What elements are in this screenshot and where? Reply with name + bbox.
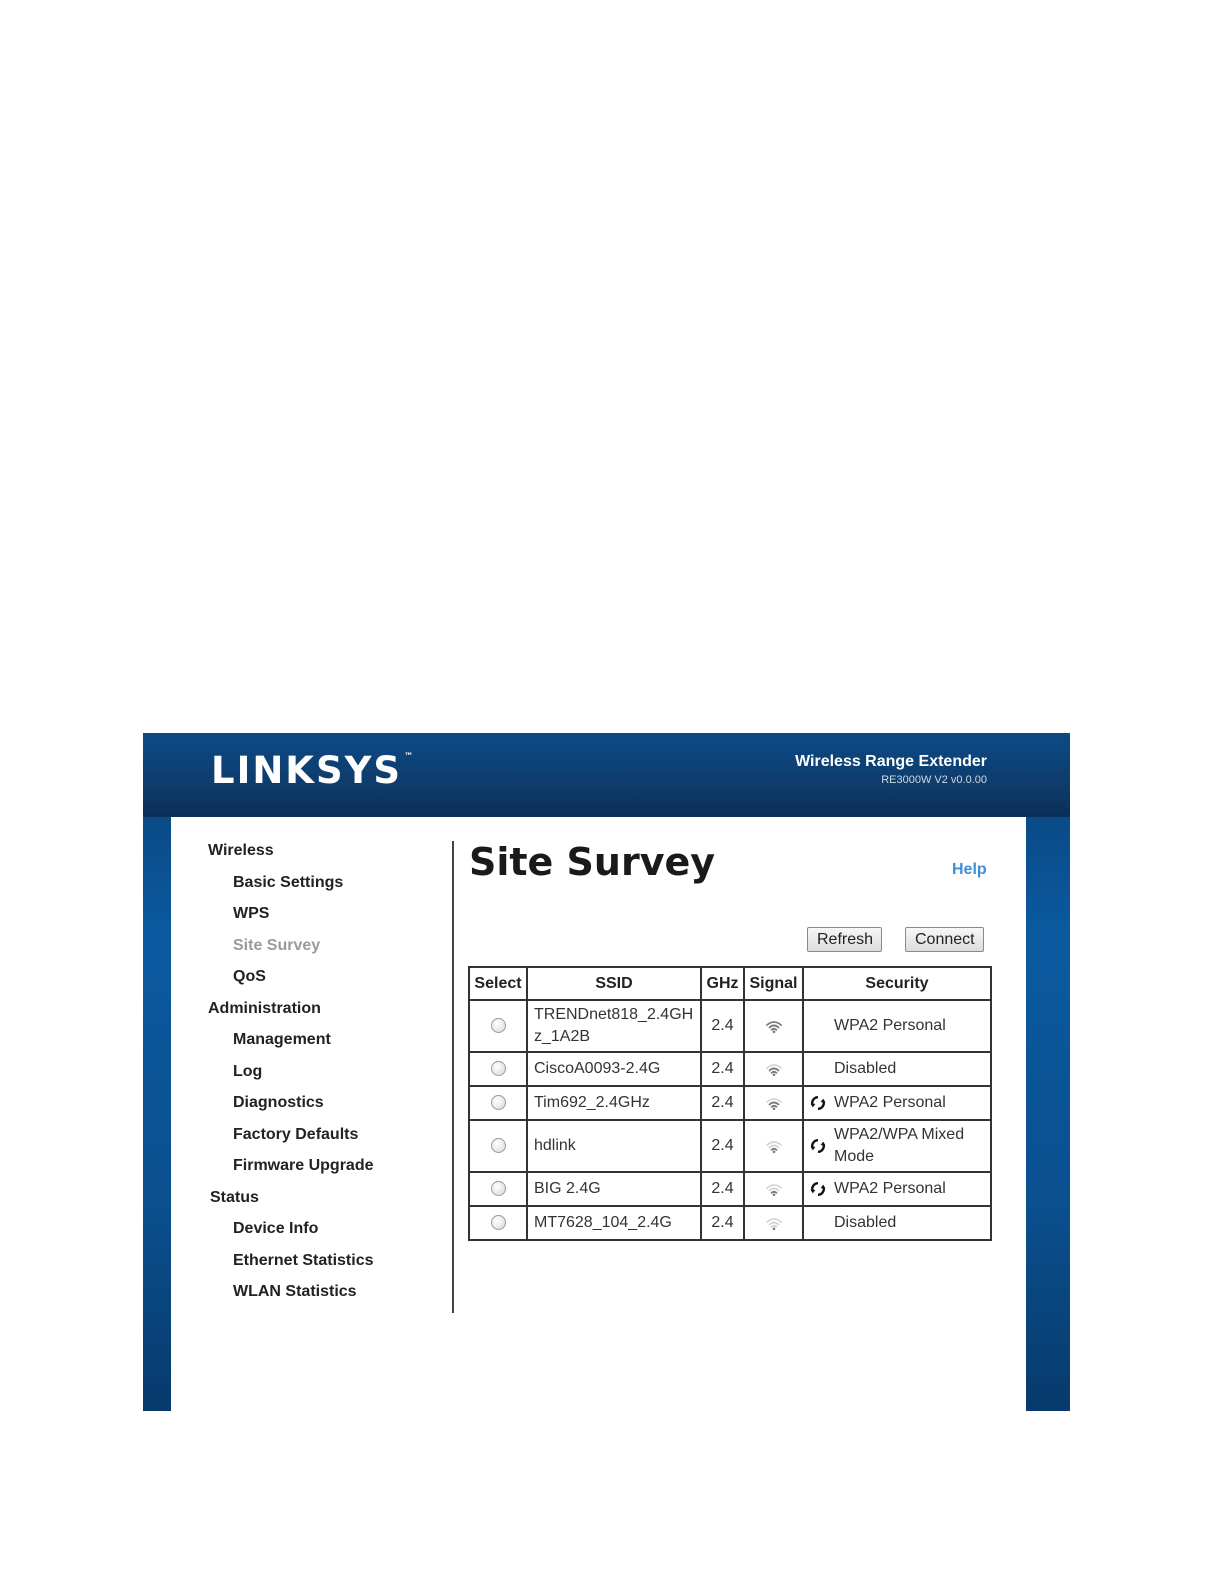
sidebar-item-management[interactable]: Management [233,1031,331,1048]
network-select-radio[interactable] [491,1181,506,1196]
help-link[interactable]: Help [952,861,987,878]
ghz-cell: 2.4 [701,1000,744,1052]
sidebar-item-wps[interactable]: WPS [233,905,270,922]
wifi-signal-icon [763,1137,785,1154]
product-title: Wireless Range Extender [795,753,987,770]
sidebar-item-diagnostics[interactable]: Diagnostics [233,1094,324,1111]
select-cell [469,1206,527,1240]
select-cell [469,1086,527,1120]
network-select-radio[interactable] [491,1215,506,1230]
sidebar-item-factory-defaults[interactable]: Factory Defaults [233,1125,359,1143]
signal-cell [744,1120,803,1172]
ghz-cell: 2.4 [701,1086,744,1120]
sidebar-group-administration: Administration [208,999,321,1017]
table-row[interactable] [469,1052,991,1086]
security-cell [803,1086,991,1120]
ghz-cell: 2.4 [701,1052,744,1086]
security-label: WPA2 Personal [834,1180,946,1197]
network-select-radio[interactable] [491,1018,506,1033]
ssid-cell: TRENDnet818_2.4GHz_1A2B [527,1000,701,1052]
wifi-signal-icon [763,1180,785,1197]
ghz-cell: 2.4 [701,1172,744,1206]
wps-icon [810,1215,834,1231]
sidebar-item-ethernet-statistics[interactable]: Ethernet Statistics [233,1251,374,1269]
wps-icon [810,1061,834,1077]
sidebar-item-firmware-upgrade[interactable]: Firmware Upgrade [233,1157,374,1174]
select-cell [469,1000,527,1052]
wps-icon [810,1018,834,1034]
sidebar-group-status: Status [210,1188,259,1206]
signal-cell [744,1052,803,1086]
table-row[interactable] [469,1206,991,1240]
connect-button[interactable]: Connect [905,927,984,952]
sidebar-item-basic-settings[interactable]: Basic Settings [233,873,344,891]
sidebar-item-qos[interactable]: QoS [233,968,266,985]
sidebar-nav [208,841,448,1314]
linksys-logo [211,749,413,792]
product-info [795,753,987,786]
security-label: Disabled [834,1060,897,1077]
sidebar-item-device-info[interactable]: Device Info [233,1220,319,1237]
sidebar-item-log[interactable]: Log [233,1062,263,1080]
network-select-radio[interactable] [491,1138,506,1153]
ssid-cell: hdlink [527,1120,701,1172]
sidebar-group-wireless: Wireless [208,842,274,859]
ssid-cell: Tim692_2.4GHz [527,1086,701,1120]
site-survey-table [468,966,992,1241]
brand-name: LINKSYS [211,749,403,792]
security-label: WPA2 Personal [834,1094,946,1111]
security-label: WPA2 Personal [834,1017,946,1034]
security-cell [803,1172,991,1206]
select-cell [469,1172,527,1206]
signal-cell [744,1172,803,1206]
page-header [143,733,1070,817]
router-admin-frame [143,733,1070,1411]
wifi-signal-icon [763,1214,785,1231]
signal-cell [744,1086,803,1120]
network-select-radio[interactable] [491,1061,506,1076]
table-row[interactable] [469,1120,991,1172]
security-cell [803,1000,991,1052]
header-security: Security [803,967,991,1000]
ssid-cell: CiscoA0093-2.4G [527,1052,701,1086]
signal-cell [744,1000,803,1052]
wps-icon [810,1095,834,1111]
select-cell [469,1052,527,1086]
refresh-button[interactable]: Refresh [807,927,882,952]
wifi-signal-icon [763,1017,785,1034]
ghz-cell: 2.4 [701,1206,744,1240]
table-row[interactable] [469,1086,991,1120]
wifi-signal-icon [763,1094,785,1111]
security-cell [803,1206,991,1240]
ghz-cell: 2.4 [701,1120,744,1172]
table-row[interactable] [469,1172,991,1206]
trademark-symbol: ™ [404,752,414,762]
wps-icon [810,1138,834,1154]
page-title: Site Survey [469,840,716,884]
sidebar-item-wlan-statistics[interactable]: WLAN Statistics [233,1283,357,1300]
wifi-signal-icon [763,1060,785,1077]
ssid-cell: MT7628_104_2.4G [527,1206,701,1240]
header-ghz: GHz [701,967,744,1000]
header-select: Select [469,967,527,1000]
wps-icon [810,1181,834,1197]
content-panel [171,817,1026,1411]
product-model: RE3000W V2 v0.0.00 [881,774,987,786]
table-row[interactable] [469,1000,991,1052]
select-cell [469,1120,527,1172]
security-label: WPA2/WPA Mixed Mode [834,1126,965,1165]
security-cell [803,1052,991,1086]
signal-cell [744,1206,803,1240]
header-ssid: SSID [527,967,701,1000]
sidebar-item-site-survey[interactable]: Site Survey [233,936,321,954]
sidebar-divider [452,841,454,1313]
security-cell [803,1120,991,1172]
network-select-radio[interactable] [491,1095,506,1110]
ssid-cell: BIG 2.4G [527,1172,701,1206]
table-header-row [469,967,991,1000]
header-signal: Signal [744,967,803,1000]
security-label: Disabled [834,1214,897,1231]
